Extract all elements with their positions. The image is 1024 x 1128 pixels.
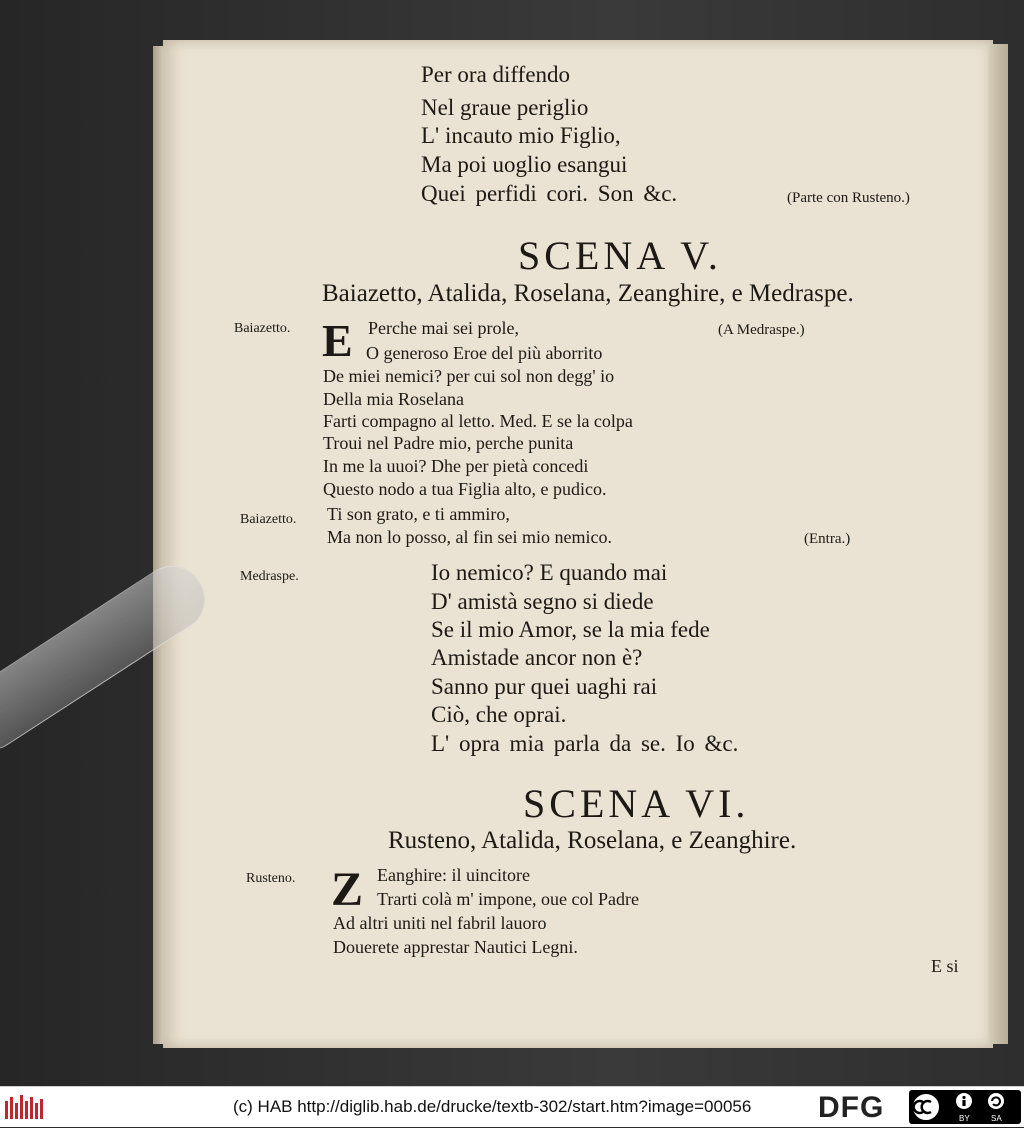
verse-line: Ma poi uoglio esangui — [421, 152, 628, 177]
catchword: E si — [931, 956, 959, 976]
verse-line: Perche mai sei prole, — [368, 318, 519, 338]
verse-line: Questo nodo a tua Figlia alto, e pudico. — [323, 479, 607, 499]
scene-title: SCENA V. — [518, 233, 722, 278]
footer-citation-link[interactable]: (c) HAB http://diglib.hab.de/drucke/textb-302/start.htm?image=00056 — [233, 1097, 752, 1116]
verse-line: Trarti colà m' impone, oue col Padre — [377, 889, 640, 909]
cc-icon — [912, 1093, 940, 1121]
verse-line: L' opra mia parla da se. Io &c. — [431, 731, 739, 756]
license-badge[interactable] — [909, 1090, 1021, 1124]
scene-cast: Rusteno, Atalida, Roselana, e Zeanghire. — [388, 827, 797, 854]
stage-direction: (Parte con Rusteno.) — [787, 190, 910, 206]
verse-line: Ti son grato, e ti ammiro, — [327, 504, 510, 524]
page-right-edge — [988, 44, 1008, 1044]
verse-line: L' incauto mio Figlio, — [421, 123, 621, 148]
speaker-name: Rusteno. — [246, 871, 296, 886]
verse-line: Ad altri uniti nel fabril lauoro — [333, 913, 547, 933]
verse-line: Amistade ancor non è? — [431, 645, 643, 670]
speaker-name: Baiazetto. — [240, 512, 297, 527]
stage-direction: (A Medraspe.) — [718, 322, 805, 338]
verse-line: Sanno pur quei uaghi rai — [431, 674, 658, 699]
verse-line: Nel graue periglio — [421, 95, 589, 120]
hab-logo-icon — [4, 1093, 48, 1121]
verse-line: Della mia Roselana — [323, 389, 464, 409]
scene-title: SCENA VI. — [523, 781, 750, 826]
verse-line: Io nemico? E quando mai — [431, 560, 668, 585]
scene-cast: Baiazetto, Atalida, Roselana, Zeanghire, e Medraspe. — [322, 280, 854, 307]
stage-direction: (Entra.) — [804, 531, 851, 547]
drop-cap: E — [322, 315, 353, 366]
speaker-name: Medraspe. — [240, 569, 299, 584]
drop-cap: Z — [331, 863, 364, 916]
verse-line: Per ora diffendo — [421, 62, 571, 87]
footer-bar — [0, 1086, 1024, 1127]
verse-line: Douerete apprestar Nautici Legni. — [333, 937, 578, 957]
sa-icon — [988, 1093, 1004, 1109]
verse-line: D' amistà segno si diede — [431, 589, 654, 614]
verse-line: Ciò, che oprai. — [431, 702, 567, 727]
verse-line: Se il mio Amor, se la mia fede — [431, 617, 710, 642]
speaker-name: Baiazetto. — [234, 321, 291, 336]
dfg-logo: DFG — [818, 1091, 885, 1124]
verse-line: In me la uuoi? Dhe per pietà concedi — [323, 456, 589, 476]
verse-line: Farti compagno al letto. Med. E se la colpa — [323, 411, 633, 431]
sa-label: SA — [991, 1114, 1002, 1123]
verse-line: Ma non lo posso, al fin sei mio nemico. — [327, 527, 612, 547]
verse-line: Troui nel Padre mio, perche punita — [323, 433, 574, 453]
by-label: BY — [959, 1114, 970, 1123]
verse-line: De miei nemici? per cui sol non degg' io — [323, 366, 615, 386]
verse-line: Quei perfidi cori. Son &c. — [421, 181, 678, 206]
verse-line: Eanghire: il uincitore — [377, 865, 530, 885]
by-icon — [956, 1093, 972, 1109]
verse-line: O generoso Eroe del più aborrito — [366, 343, 603, 363]
